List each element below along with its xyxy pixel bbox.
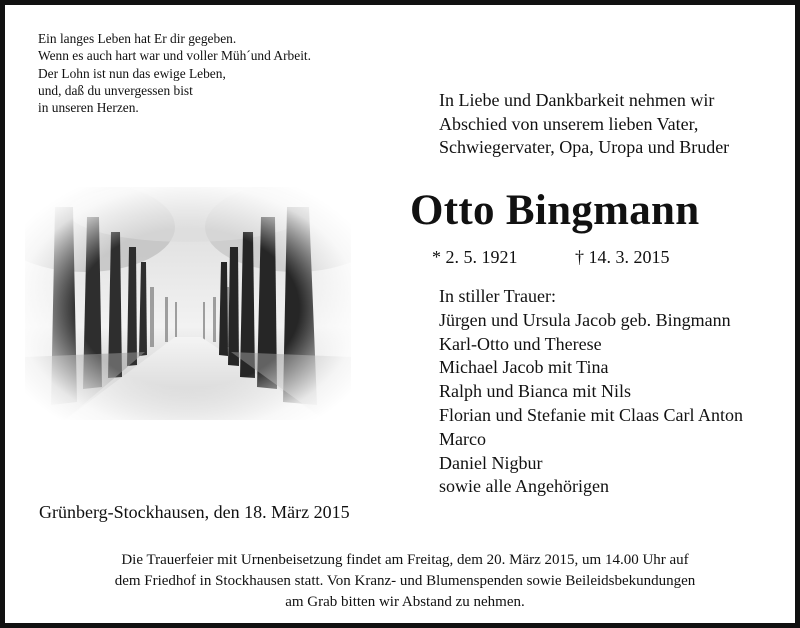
intro-line: In Liebe und Dankbarkeit nehmen wir [439,90,715,110]
deceased-name: Otto Bingmann [410,187,700,234]
mourner-entry: Karl-Otto und Therese [439,333,602,354]
death-date: † 14. 3. 2015 [575,247,670,267]
mourner-entry: Michael Jacob mit Tina [439,357,609,378]
poem [38,30,398,116]
notice-line: dem Friedhof in Stockhausen statt. Von Kranz- und Blumenspenden sowie Beileidsbekundungen [114,573,696,589]
intro-line: Abschied von unserem lieben Vater, [439,113,699,134]
notice-line: Die Trauerfeier mit Urnenbeisetzung findet am Freitag, dem 20. März 2015, um 14.00 Uhr auf [121,552,689,568]
poem-line: und, daß du unvergessen bist [38,82,193,98]
tree-avenue-photo [25,187,351,420]
mourner-entry: Jürgen und Ursula Jacob geb. Bingmann [439,309,731,330]
farewell-intro [439,89,799,160]
poem-line: Wenn es auch hart war und voller Müh´und Arbeit. [38,48,311,64]
notice-line: am Grab bitten wir Abstand zu nehmen. [285,594,525,610]
mourners-heading: In stiller Trauer: [439,286,556,306]
place-and-date: Grünberg-Stockhausen, den 18. März 2015 [39,502,350,522]
mourner-entry: Florian und Stefanie mit Claas Carl Anton [439,404,743,425]
mourner-entry: sowie alle Angehörigen [439,476,609,497]
mourner-entry: Ralph und Bianca mit Nils [439,381,631,402]
birth-date: * 2. 5. 1921 [432,247,518,267]
funeral-notice [15,550,795,613]
mourners-list [439,285,799,499]
mourner-entry: Marco [439,428,486,449]
poem-line: Der Lohn ist nun das ewige Leben, [38,65,226,81]
intro-line: Schwiegervater, Opa, Uropa und Bruder [439,137,730,157]
tree-avenue-image [25,187,351,420]
poem-line: in unseren Herzen. [38,100,139,116]
mourner-entry: Daniel Nigbur [439,452,543,473]
poem-line: Ein langes Leben hat Er dir gegeben. [38,31,237,46]
